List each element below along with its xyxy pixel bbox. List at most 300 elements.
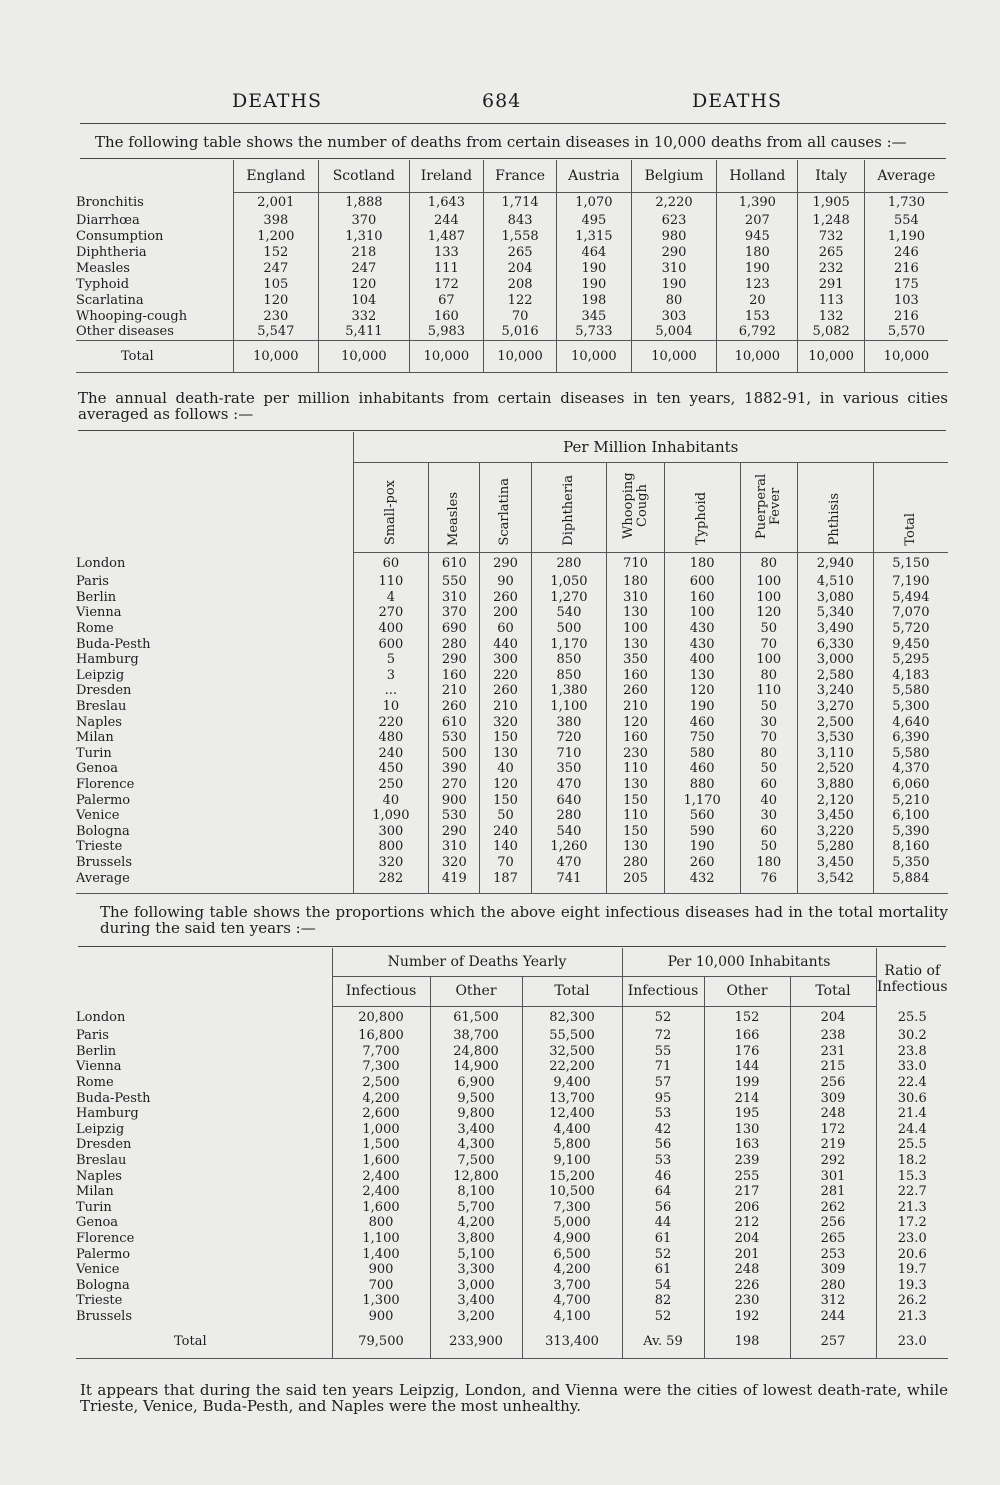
table-cell: 5: [353, 652, 429, 668]
table-cell: 3,490: [797, 621, 873, 637]
table-cell: 580: [664, 746, 740, 762]
table-row: [76, 1309, 948, 1325]
table-cell: 2,220: [631, 192, 716, 212]
table-cell: 350: [531, 761, 607, 777]
table-cell: 160: [607, 668, 664, 684]
table-cell: 1,643: [409, 192, 484, 212]
table-row: [76, 574, 948, 590]
table-cell: 440: [480, 636, 531, 652]
table-cell: 216: [864, 308, 948, 324]
table-cell: 10: [353, 699, 429, 715]
total-cell: 257: [790, 1324, 876, 1358]
table-cell: 14,900: [430, 1059, 522, 1075]
table-cell: 33.0: [876, 1059, 948, 1075]
table-cell: 732: [798, 228, 864, 244]
row-label: Whooping-cough: [76, 308, 188, 324]
table-row: [76, 1262, 948, 1278]
table-cell: 150: [480, 792, 531, 808]
table-cell: 150: [607, 792, 664, 808]
table-cell: 23.8: [876, 1044, 948, 1060]
table-cell: 198: [556, 292, 631, 308]
total-label: Total: [121, 348, 154, 364]
table-cell: 220: [353, 714, 429, 730]
table-cell: 1,170: [531, 636, 607, 652]
table-cell: 6,100: [873, 808, 948, 824]
table-row: [76, 276, 948, 292]
row-label: Naples: [76, 1168, 122, 1184]
table-cell: 540: [531, 605, 607, 621]
table-cell: 370: [319, 212, 409, 228]
table-cell: 8,100: [430, 1184, 522, 1200]
table-cell: 3,000: [430, 1278, 522, 1294]
table-cell: 1,100: [332, 1231, 430, 1247]
table-cell: 419: [429, 870, 480, 886]
table-cell: 42: [622, 1122, 704, 1138]
table-cell: 56: [622, 1137, 704, 1153]
table-cell: 9,800: [430, 1106, 522, 1122]
column-header: Measles: [446, 491, 462, 546]
table-cell: 2,580: [797, 668, 873, 684]
table-cell: 5,720: [873, 621, 948, 637]
table-cell: 3,110: [797, 746, 873, 762]
table-cell: 54: [622, 1278, 704, 1294]
table-cell: 1,888: [319, 192, 409, 212]
row-label: Leipzig: [76, 1121, 125, 1137]
table-cell: 110: [740, 683, 797, 699]
table-cell: 640: [531, 792, 607, 808]
table-cell: 6,900: [430, 1075, 522, 1091]
table-cell: 4: [353, 590, 429, 606]
table-cell: 187: [480, 870, 531, 886]
table-cell: 52: [622, 1006, 704, 1028]
table-cell: 1,558: [484, 228, 557, 244]
table-cell: 246: [864, 244, 948, 260]
table-cell: 1,190: [864, 228, 948, 244]
table-cell: 120: [319, 276, 409, 292]
table-cell: 110: [607, 761, 664, 777]
table-cell: 5,280: [797, 839, 873, 855]
table-cell: 60: [740, 824, 797, 840]
table-cell: 132: [798, 308, 864, 324]
table-row: [76, 1231, 948, 1247]
table-cell: 130: [607, 605, 664, 621]
table-cell: 398: [233, 212, 319, 228]
table-cell: 1,400: [332, 1246, 430, 1262]
table-row: [76, 730, 948, 746]
table-cell: 72: [622, 1028, 704, 1044]
table-cell: 430: [664, 621, 740, 637]
table-cell: 80: [740, 552, 797, 574]
table-cell: 945: [717, 228, 798, 244]
table-cell: 219: [790, 1137, 876, 1153]
table-row: [76, 308, 948, 324]
table-cell: 480: [353, 730, 429, 746]
total-cell: 10,000: [409, 340, 484, 372]
table-cell: 130: [607, 839, 664, 855]
column-header: Infectious: [332, 976, 430, 1006]
table-cell: 7,190: [873, 574, 948, 590]
per-10000-group-header: Per 10,000 Inhabitants: [622, 948, 876, 976]
table-cell: 70: [480, 855, 531, 871]
table-cell: 312: [790, 1293, 876, 1309]
row-label: Measles: [76, 260, 130, 276]
table-cell: 710: [531, 746, 607, 762]
table-cell: 310: [429, 590, 480, 606]
table-cell: 280: [607, 855, 664, 871]
table-cell: 180: [717, 244, 798, 260]
total-cell: 10,000: [798, 340, 864, 372]
table-cell: 152: [704, 1006, 790, 1028]
table-cell: 4,100: [522, 1309, 622, 1325]
table-cell: 172: [409, 276, 484, 292]
table-row: [76, 699, 948, 715]
table-cell: 24.4: [876, 1122, 948, 1138]
table-cell: 2,600: [332, 1106, 430, 1122]
table-cell: 215: [790, 1059, 876, 1075]
total-label: Total: [174, 1333, 207, 1349]
table-cell: 1,300: [332, 1293, 430, 1309]
table-cell: 560: [664, 808, 740, 824]
table-cell: 500: [429, 746, 480, 762]
table-cell: 16,800: [332, 1028, 430, 1044]
table-cell: 230: [607, 746, 664, 762]
table-cell: 180: [664, 552, 740, 574]
table-cell: 195: [704, 1106, 790, 1122]
column-header: Scarlatina: [497, 477, 513, 546]
table-cell: 495: [556, 212, 631, 228]
row-label: Venice: [76, 1262, 120, 1278]
row-label: Bologna: [76, 823, 130, 839]
table-cell: 22.4: [876, 1075, 948, 1091]
column-header: Holland: [717, 160, 798, 192]
table-cell: 140: [480, 839, 531, 855]
row-label: Hamburg: [76, 652, 139, 668]
table-cell: 46: [622, 1168, 704, 1184]
table-cell: 2,520: [797, 761, 873, 777]
table-cell: 103: [864, 292, 948, 308]
row-label: Breslau: [76, 1153, 127, 1169]
table-cell: 230: [704, 1293, 790, 1309]
table-cell: 1,000: [332, 1122, 430, 1138]
table-cell: 2,940: [797, 552, 873, 574]
total-cell: 198: [704, 1324, 790, 1358]
table-cell: 22.7: [876, 1184, 948, 1200]
table-cell: 199: [704, 1075, 790, 1091]
table-cell: 61: [622, 1231, 704, 1247]
table-cell: 3,220: [797, 824, 873, 840]
intro-paragraph-1: The following table shows the number of deaths from certain diseases in 10,000 deaths from all causes :—: [95, 133, 907, 151]
table-cell: 900: [332, 1262, 430, 1278]
table-cell: 15,200: [522, 1168, 622, 1184]
table-cell: 1,600: [332, 1153, 430, 1169]
column-header: Belgium: [631, 160, 716, 192]
table-cell: 100: [740, 652, 797, 668]
total-cell: 10,000: [717, 340, 798, 372]
table-cell: 180: [607, 574, 664, 590]
table-cell: 260: [607, 683, 664, 699]
table-cell: 260: [480, 683, 531, 699]
table-cell: 1,310: [319, 228, 409, 244]
table-cell: 61,500: [430, 1006, 522, 1028]
table-cell: 550: [429, 574, 480, 590]
table-cell: 690: [429, 621, 480, 637]
table-cell: 30.2: [876, 1028, 948, 1044]
table-cell: 3: [353, 668, 429, 684]
table-cell: 1,050: [531, 574, 607, 590]
table-cell: 32,500: [522, 1044, 622, 1060]
table-cell: 600: [353, 636, 429, 652]
table-cell: 25.5: [876, 1137, 948, 1153]
table-cell: 204: [484, 260, 557, 276]
table-cell: 113: [798, 292, 864, 308]
table-cell: 300: [480, 652, 531, 668]
table-cell: 110: [607, 808, 664, 824]
table-cell: 216: [864, 260, 948, 276]
table-cell: 900: [332, 1309, 430, 1325]
row-label: Buda-Pesth: [76, 636, 151, 652]
table-cell: 850: [531, 668, 607, 684]
table-cell: 3,542: [797, 870, 873, 886]
table-cell: 291: [798, 276, 864, 292]
row-label: Bologna: [76, 1277, 130, 1293]
table-cell: 160: [409, 308, 484, 324]
table-cell: 1,730: [864, 192, 948, 212]
table-cell: 1,600: [332, 1200, 430, 1216]
table-cell: 40: [740, 792, 797, 808]
table-cell: 190: [664, 699, 740, 715]
table-cell: 430: [664, 636, 740, 652]
table-cell: 980: [631, 228, 716, 244]
table-cell: 19.3: [876, 1278, 948, 1294]
table-row: [76, 1184, 948, 1200]
table-cell: 190: [556, 260, 631, 276]
row-label: London: [76, 555, 126, 571]
table-cell: 460: [664, 761, 740, 777]
table-cell: 80: [740, 746, 797, 762]
table-cell: 20,800: [332, 1006, 430, 1028]
table-cell: 130: [704, 1122, 790, 1138]
table-cell: 5,210: [873, 792, 948, 808]
table-cell: 150: [607, 824, 664, 840]
table-cell: 5,000: [522, 1215, 622, 1231]
table-cell: 3,270: [797, 699, 873, 715]
table-cell: 61: [622, 1262, 704, 1278]
table-row: [76, 1006, 948, 1028]
table-cell: 2,400: [332, 1168, 430, 1184]
row-label: Average: [76, 870, 130, 886]
table-cell: 4,300: [430, 1137, 522, 1153]
table-cell: 9,450: [873, 636, 948, 652]
table-row: [76, 324, 948, 340]
table-cell: ...: [353, 683, 429, 699]
table-cell: 18.2: [876, 1153, 948, 1169]
table-cell: 1,315: [556, 228, 631, 244]
table-cell: 44: [622, 1215, 704, 1231]
table-cell: 30: [740, 714, 797, 730]
table-cell: 23.0: [876, 1231, 948, 1247]
table-cell: 50: [740, 621, 797, 637]
table-cell: 40: [353, 792, 429, 808]
table-cell: 5,411: [319, 324, 409, 340]
table-row: [76, 1044, 948, 1060]
row-label: Milan: [76, 730, 114, 746]
table-cell: 310: [607, 590, 664, 606]
table-row: [76, 668, 948, 684]
table-cell: 470: [531, 777, 607, 793]
table-cell: 1,070: [556, 192, 631, 212]
table-cell: 244: [790, 1309, 876, 1325]
table-row: [76, 1200, 948, 1216]
table-cell: 880: [664, 777, 740, 793]
table-cell: 370: [429, 605, 480, 621]
table-cell: 4,200: [430, 1215, 522, 1231]
column-header: Austria: [556, 160, 631, 192]
column-header: Small-pox: [382, 480, 398, 546]
table-cell: 7,300: [522, 1200, 622, 1216]
table-cell: 192: [704, 1309, 790, 1325]
table-row: [76, 1075, 948, 1091]
table-cell: 301: [790, 1168, 876, 1184]
table-cell: 320: [480, 714, 531, 730]
table-row: [76, 1059, 948, 1075]
table-cell: 320: [353, 855, 429, 871]
row-label: Venice: [76, 808, 120, 824]
table-cell: 6,330: [797, 636, 873, 652]
table-cell: 400: [664, 652, 740, 668]
table-cell: 176: [704, 1044, 790, 1060]
table-cell: 53: [622, 1106, 704, 1122]
table-cell: 6,060: [873, 777, 948, 793]
table-cell: 248: [790, 1106, 876, 1122]
table-cell: 464: [556, 244, 631, 260]
table-cell: 590: [664, 824, 740, 840]
table-cell: 1,390: [717, 192, 798, 212]
ratio-header: Ratio of Infectious: [876, 948, 948, 1006]
row-label: Paris: [76, 574, 109, 590]
table-cell: 50: [740, 839, 797, 855]
total-cell: 233,900: [430, 1324, 522, 1358]
table-cell: 5,004: [631, 324, 716, 340]
total-row: [76, 340, 948, 372]
column-header: Ireland: [409, 160, 484, 192]
table-cell: 190: [556, 276, 631, 292]
table-cell: 3,450: [797, 808, 873, 824]
table-cell: 9,400: [522, 1075, 622, 1091]
per-million-group-header: Per Million Inhabitants: [353, 432, 948, 462]
row-label: Turin: [76, 745, 112, 761]
table-cell: 130: [480, 746, 531, 762]
table-cell: 3,200: [430, 1309, 522, 1325]
table-row: [76, 1090, 948, 1106]
table-cell: 390: [429, 761, 480, 777]
table-cell: 6,500: [522, 1246, 622, 1262]
table-cell: 240: [353, 746, 429, 762]
table-cell: 5,733: [556, 324, 631, 340]
table-row: [76, 652, 948, 668]
table-cell: 180: [740, 855, 797, 871]
table-cell: 40: [480, 761, 531, 777]
row-label: Rome: [76, 621, 114, 637]
table-cell: 256: [790, 1075, 876, 1091]
table-cell: 5,547: [233, 324, 319, 340]
table-row: [76, 552, 948, 574]
table-infectious-proportions: [76, 948, 948, 1359]
table-cell: 190: [664, 839, 740, 855]
table-cell: 345: [556, 308, 631, 324]
table-cell: 226: [704, 1278, 790, 1294]
table-cell: 204: [790, 1006, 876, 1028]
table-cell: 850: [531, 652, 607, 668]
table-cell: 309: [790, 1262, 876, 1278]
column-header: Diphtheria: [560, 474, 576, 546]
table-cell: 210: [429, 683, 480, 699]
row-label: Berlin: [76, 589, 117, 605]
row-label: Bronchitis: [76, 194, 144, 210]
table-cell: 5,150: [873, 552, 948, 574]
row-label: Paris: [76, 1028, 109, 1044]
table-cell: 1,100: [531, 699, 607, 715]
table-row: [76, 292, 948, 308]
table-cell: 130: [664, 668, 740, 684]
table-cell: 5,580: [873, 683, 948, 699]
table-cell: 100: [740, 590, 797, 606]
table-cell: 206: [704, 1200, 790, 1216]
table-cell: 720: [531, 730, 607, 746]
table-cell: 1,487: [409, 228, 484, 244]
table-cell: 290: [631, 244, 716, 260]
table-cell: 123: [717, 276, 798, 292]
table-cell: 262: [790, 1200, 876, 1216]
table-cell: 332: [319, 308, 409, 324]
table-cell: 120: [480, 777, 531, 793]
table-cell: 470: [531, 855, 607, 871]
table-cell: 450: [353, 761, 429, 777]
table-cell: 210: [607, 699, 664, 715]
table-cell: 5,100: [430, 1246, 522, 1262]
row-label: Berlin: [76, 1043, 117, 1059]
table-cell: 24,800: [430, 1044, 522, 1060]
row-label: Trieste: [76, 839, 123, 855]
table-cell: 152: [233, 244, 319, 260]
table-cell: 200: [480, 605, 531, 621]
table-cell: 70: [740, 730, 797, 746]
column-header: England: [233, 160, 319, 192]
table-cell: 290: [429, 652, 480, 668]
table-cell: 190: [717, 260, 798, 276]
column-header: Other: [704, 976, 790, 1006]
table-cell: 130: [607, 777, 664, 793]
table-cell: 8,160: [873, 839, 948, 855]
row-label: Hamburg: [76, 1106, 139, 1122]
table-row: [76, 870, 948, 886]
table-cell: 160: [429, 668, 480, 684]
total-cell: 10,000: [864, 340, 948, 372]
table-cell: 160: [664, 590, 740, 606]
table-cell: 13,700: [522, 1090, 622, 1106]
table-cell: 220: [480, 668, 531, 684]
column-header: Italy: [798, 160, 864, 192]
row-label: Diphtheria: [76, 244, 147, 260]
table-cell: 4,900: [522, 1231, 622, 1247]
table-cell: 255: [704, 1168, 790, 1184]
total-cell: 10,000: [233, 340, 319, 372]
column-header: Puerperal Fever: [753, 472, 783, 539]
table-cell: 6,390: [873, 730, 948, 746]
table-cell: 12,400: [522, 1106, 622, 1122]
table-cell: 540: [531, 824, 607, 840]
table-cell: 100: [664, 605, 740, 621]
table-cell: 67: [409, 292, 484, 308]
